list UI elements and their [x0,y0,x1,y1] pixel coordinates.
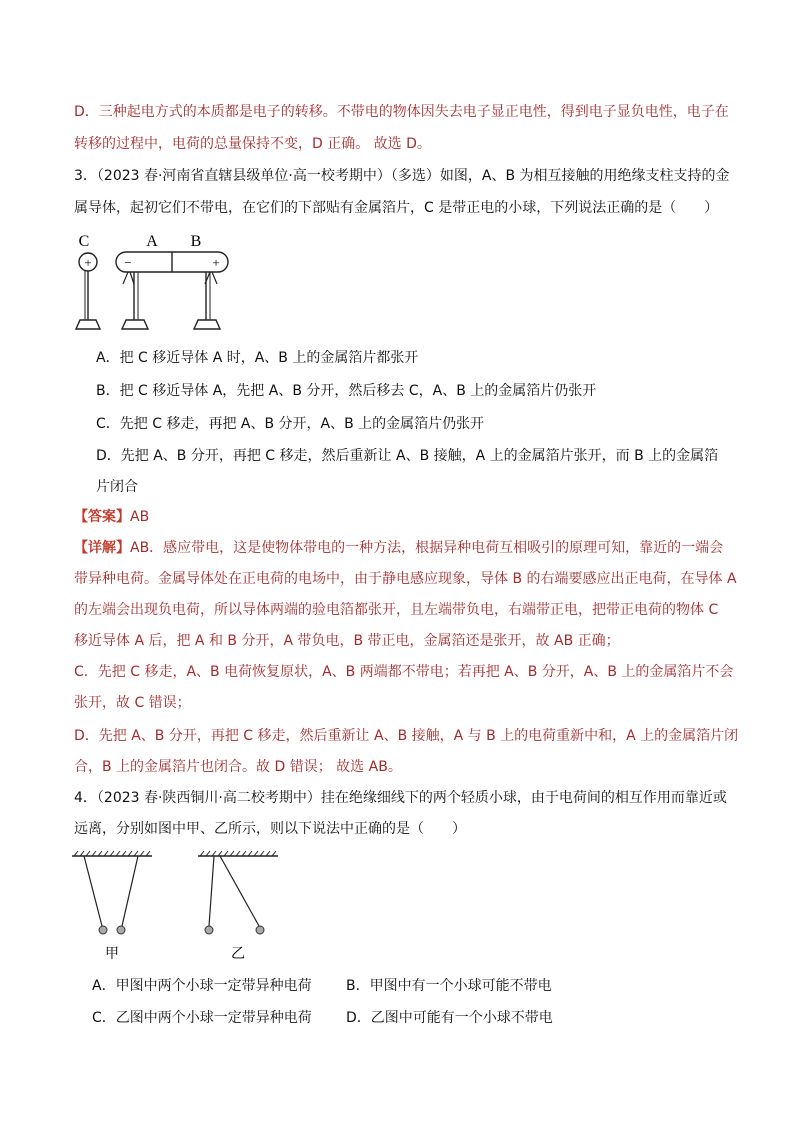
q3-detail-line-3: 的左端会出现负电荷，所以导体两端的验电箔都张开，且左端带负电，右端带正电，把带正电荷的物体 C [74,602,719,618]
prev-answer-line-2: 转移的过程中，电荷的总量保持不变，D 正确。 故选 D。 [74,136,431,152]
q3-answer [74,507,149,527]
q3-option-a: A．把 C 移近导体 A 时，A、B 上的金属箔片都张开 [96,350,419,366]
q4-stem-line-1: 4．（2023 春·陕西铜川·高二校考期中）挂在绝缘细线下的两个轻质小球，由于电荷间的相互作用而靠近或 [74,790,727,806]
q4-figure-pendulums [70,850,280,966]
q4-option-b: B．甲图中有一个小球可能不带电 [346,978,552,994]
q3-stem-line-2: 属导体，起初它们不带电，在它们的下部贴有金属箔片，C 是带正电的小球，下列说法正确的是（ ） [74,200,719,216]
q3-detail-line-7: D．先把 A、B 分开，再把 C 移走，然后重新让 A、B 接触，A 与 B 上的电荷重新中和，A 上的金属箔片闭 [74,728,739,744]
sign-c: + [84,255,92,270]
ceiling-yi [198,851,278,856]
detail-tag: 【详解】 [74,540,130,556]
ceiling-jia [72,851,152,856]
ball-yi-right [256,926,264,934]
q4-option-c: C．乙图中两个小球一定带异种电荷 [92,1010,312,1026]
q3-option-d-line-2: 片闭合 [96,479,138,495]
q4-stem-line-2: 远离，分别如图中甲、乙所示，则以下说法中正确的是（ ） [74,821,466,837]
prev-answer-line-1: D．三种起电方式的本质都是电子的转移。不带电的物体因失去电子显正电性，得到电子显负电性，电子在 [74,104,729,120]
conductor-ab [116,252,228,329]
q3-option-d-line-1: D．先把 A、B 分开，再把 C 移走，然后重新让 A、B 接触，A 上的金属箔片张开，而 B 上的金属箔 [96,448,719,464]
detail-text-1: AB．感应带电，这是使物体带电的一种方法，根据异种电荷互相吸引的原理可知，靠近的一端会 [130,540,724,556]
q3-detail-line-2: 带异种电荷。金属导体处在正电荷的电场中，由于静电感应现象，导体 B 的右端要感应出正电荷，在导体 A [74,571,737,587]
q3-detail-line-6: 张开，故 C 错误； [74,695,191,711]
label-yi: 乙 [231,946,245,962]
sign-a: − [124,255,132,270]
q3-detail-line-8: 合，B 上的金属箔片也闭合。故 D 错误； 故选 AB。 [74,759,402,775]
charged-ball-c [76,253,100,329]
q3-figure-conductors [72,228,242,334]
q3-option-c: C．先把 C 移走，再把 A、B 分开，A、B 上的金属箔片仍张开 [96,416,485,432]
q3-detail-line-4: 移近导体 A 后，把 A 和 B 分开，A 带负电，B 带正电，金属箔还是张开，故 AB 正确； [74,633,620,649]
label-jia: 甲 [105,946,119,962]
q3-option-b: B．把 C 移近导体 A，先把 A、B 分开，然后移去 C，A、B 上的金属箔片仍张开 [96,383,597,399]
answer-value: AB [130,509,150,525]
q3-detail-line-5: C．先把 C 移走，A、B 电荷恢复原状，A、B 两端都不带电；若再把 A、B 分开，A、B 上的金属箔片不会 [74,664,734,680]
ball-jia-left [99,926,107,934]
q4-option-d: D．乙图中可能有一个小球不带电 [346,1010,553,1026]
label-a: A [146,233,158,250]
label-c: C [78,233,90,250]
ball-yi-left [205,926,213,934]
answer-tag: 【答案】 [74,509,130,525]
q3-stem-line-1: 3．（2023 春·河南省直辖县级单位·高一校考期中）（多选）如图，A、B 为相互接触的用绝缘支柱支持的金 [74,168,730,184]
q3-detail-line-1 [74,538,723,558]
ball-jia-right [117,926,125,934]
label-b: B [190,233,202,250]
sign-b: + [212,255,220,270]
q4-option-a: A．甲图中两个小球一定带异种电荷 [92,978,312,994]
